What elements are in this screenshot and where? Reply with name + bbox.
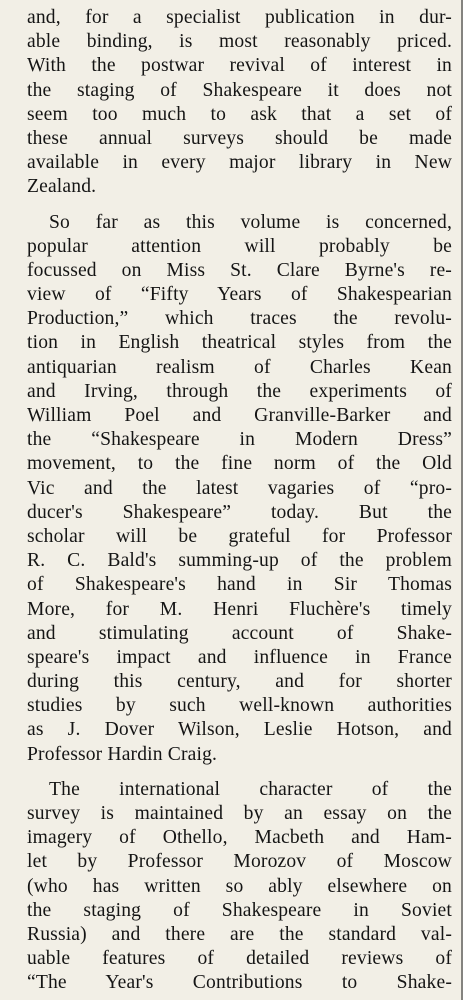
text-line: imagery of Othello, Macbeth and Ham-	[27, 827, 452, 849]
text-line: available in every major library in New	[27, 152, 452, 174]
text-line: William Poel and Granville-Barker and	[27, 405, 452, 426]
text-line: antiquarian realism of Charles Kean	[27, 356, 452, 378]
text-line: “The Year's Contributions to Shake-	[27, 972, 452, 994]
text-line: let by Professor Morozov of Moscow	[27, 851, 452, 873]
text-line: So far as this volume is concerned,	[49, 211, 452, 233]
text-line: view of “Fifty Years of Shakespearian	[27, 284, 452, 306]
text-line: (who has written so ably elsewhere on	[27, 875, 452, 897]
text-line: scholar will be grateful for Professor	[27, 525, 452, 547]
text-line: Russia) and there are the standard val-	[27, 923, 452, 945]
text-line: tion in English theatrical styles from the	[27, 332, 452, 354]
text-line: Professor Hardin Craig.	[27, 743, 218, 765]
text-line: during this century, and for shorter	[27, 671, 452, 693]
text-line: movement, to the fine norm of the Old	[27, 453, 452, 475]
text-line: studies by such well-known authorities	[27, 695, 452, 717]
text-line: the “Shakespeare in Modern Dress”	[27, 429, 452, 451]
text-line: these annual surveys should be made	[27, 127, 452, 149]
text-line: the staging of Shakespeare in Soviet	[27, 899, 452, 921]
paragraph-gap	[27, 767, 452, 778]
text-line: the staging of Shakespeare it does not	[27, 79, 452, 101]
text-line: survey is maintained by an essay on the	[27, 803, 452, 824]
paragraph-1	[27, 6, 452, 200]
text-line: uable features of detailed reviews of	[27, 948, 452, 970]
text-line: ducer's Shakespeare” today. But the	[27, 501, 452, 523]
paragraph-2	[27, 211, 452, 767]
paragraph-3	[27, 778, 452, 996]
text-line: and, for a specialist publication in dur-	[27, 7, 452, 28]
text-line: of Shakespeare's hand in Sir Thomas	[27, 574, 452, 596]
text-column	[27, 6, 452, 996]
text-line: popular attention will probably be	[27, 235, 452, 257]
text-line: and Irving, through the experiments of	[27, 380, 452, 402]
text-line: Production,” which traces the revolu-	[27, 308, 452, 330]
text-line: More, for M. Henri Fluchère's timely	[27, 598, 452, 620]
text-line: and stimulating account of Shake-	[27, 622, 452, 644]
text-line: as J. Dover Wilson, Leslie Hotson, and	[27, 719, 452, 741]
text-line: seem too much to ask that a set of	[27, 103, 452, 125]
text-line: Vic and the latest vagaries of “pro-	[27, 477, 452, 499]
text-line: speare's impact and influence in France	[27, 646, 452, 668]
text-line: With the postwar revival of interest in	[27, 55, 452, 77]
text-line: R. C. Bald's summing-up of the problem	[27, 550, 452, 572]
text-line: focussed on Miss St. Clare Byrne's re-	[27, 259, 452, 281]
paragraph-gap	[27, 200, 452, 211]
text-line: able binding, is most reasonably priced.	[27, 31, 452, 53]
text-line: The international character of the	[49, 778, 452, 800]
text-line: Zealand.	[27, 176, 97, 198]
